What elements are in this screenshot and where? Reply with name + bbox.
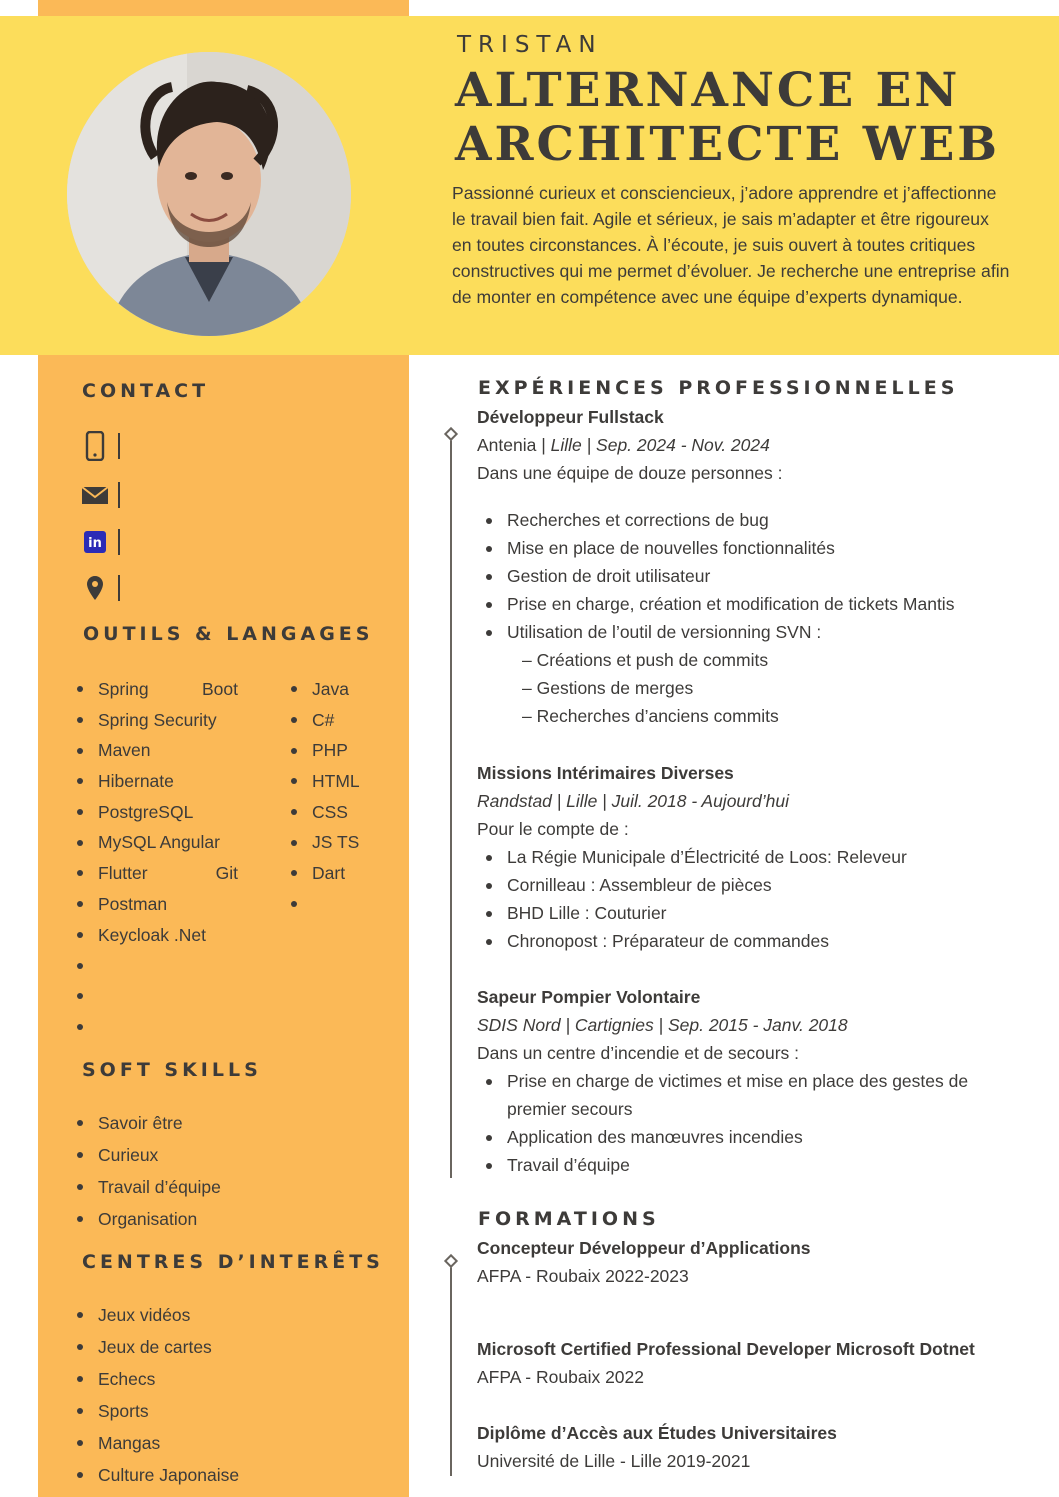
list-item: Cornilleau : Assembleur de pièces (477, 871, 907, 899)
job-meta: SDIS Nord | Cartignies | Sep. 2015 - Janv. 2018 (477, 1015, 848, 1035)
job-company: Antenia (477, 435, 537, 455)
list-item: Flutter Git (76, 858, 246, 889)
list-item: Utilisation de l’outil de versionning SVN : (477, 618, 954, 646)
job-meta: Antenia | Lille | Sep. 2024 - Nov. 2024 (477, 435, 770, 455)
sub-list-item: – Créations et push de commits (522, 650, 769, 670)
list-item: Curieux (76, 1139, 376, 1171)
list-item (290, 889, 390, 920)
list-item: PostgreSQL (76, 797, 246, 828)
list-item: Mangas (76, 1427, 376, 1459)
timeline-marker (444, 427, 458, 441)
interests-title: CENTRES D’INTERÊTS (82, 1251, 384, 1273)
list-item: Jeux vidéos (76, 1299, 376, 1331)
list-item: Gestion de droit utilisateur (477, 562, 954, 590)
list-item: C# (290, 705, 390, 736)
list-item: Keycloak .Net (76, 920, 246, 951)
profile-summary: Passionné curieux et consciencieux, j’adore apprendre et j’affectionne le travail bien fait. Agile et sérieux, je sais m’adapter et être rigoureux en toutes circonstances. À l’écoute, je suis ouvert à toutes critiques constructives qui me permet d’évoluer. Je recherche une entreprise afin de monter en compétence avec une équipe d’experts dynamique. (452, 183, 1010, 307)
location-icon (80, 573, 110, 603)
degree-title: Microsoft Certified Professional Developer Microsoft Dotnet (477, 1339, 975, 1359)
contact-linkedin (80, 524, 120, 560)
education-title: FORMATIONS (478, 1208, 660, 1230)
sub-list-item: – Gestions de merges (522, 678, 694, 698)
list-item: Prise en charge, création et modification de tickets Mantis (477, 590, 954, 618)
list-item: Dart (290, 858, 390, 889)
experience-title: EXPÉRIENCES PROFESSIONNELLES (478, 377, 959, 399)
job-place-dates: Lille | Sep. 2024 - Nov. 2024 (550, 435, 770, 455)
tools-list-col2 (290, 674, 390, 920)
contact-separator (118, 575, 120, 601)
job-role: Missions Intérimaires Diverses (477, 763, 734, 783)
interests-list (76, 1299, 376, 1491)
job-intro: Dans un centre d’incendie et de secours : (477, 1043, 799, 1063)
contact-email (80, 477, 120, 513)
svg-text:in: in (88, 536, 102, 551)
list-item (76, 950, 246, 981)
list-item: CSS (290, 797, 390, 828)
contact-phone (80, 428, 120, 464)
list-item: Java (290, 674, 390, 705)
list-item: Spring Security (76, 705, 246, 736)
list-item: Maven (76, 735, 246, 766)
contact-separator (118, 433, 120, 459)
degree-school: AFPA - Roubaix 2022 (477, 1367, 644, 1387)
list-item: Hibernate (76, 766, 246, 797)
job-title-line2: ARCHITECTE WEB (455, 117, 1001, 172)
timeline-marker (444, 1254, 458, 1268)
list-item: Chronopost : Préparateur de commandes (477, 927, 907, 955)
list-item: Recherches et corrections de bug (477, 506, 954, 534)
list-item: Postman (76, 889, 246, 920)
job-intro: Pour le compte de : (477, 819, 629, 839)
experience-timeline (450, 436, 452, 1178)
job-role: Sapeur Pompier Volontaire (477, 987, 701, 1007)
list-item: Mise en place de nouvelles fonctionnalités (477, 534, 954, 562)
list-item: BHD Lille : Couturier (477, 899, 907, 927)
degree-title: Concepteur Développeur d’Applications (477, 1238, 811, 1258)
job-bullets (477, 843, 907, 955)
job-bullets (477, 506, 954, 730)
contact-separator (118, 529, 120, 555)
first-name: TRISTAN (457, 32, 603, 58)
contact-separator (118, 482, 120, 508)
tools-title: OUTILS & LANGAGES (83, 623, 374, 645)
job-intro: Dans une équipe de douze personnes : (477, 463, 783, 483)
soft-skills-title: SOFT SKILLS (82, 1059, 262, 1081)
list-item: Echecs (76, 1363, 376, 1395)
degree-school: Université de Lille - Lille 2019-2021 (477, 1451, 751, 1471)
profile-photo (67, 52, 351, 336)
list-item: Culture Japonaise (76, 1459, 376, 1491)
job-bullets (477, 1067, 1017, 1179)
phone-icon (80, 431, 110, 461)
list-item: HTML (290, 766, 390, 797)
education-timeline (450, 1262, 452, 1476)
linkedin-icon (80, 527, 110, 557)
list-item: Savoir être (76, 1107, 376, 1139)
degree-title: Diplôme d’Accès aux Études Universitaires (477, 1423, 837, 1443)
sub-list-item: – Recherches d’anciens commits (522, 706, 779, 726)
list-item (76, 981, 246, 1012)
job-title-line1: ALTERNANCE EN (455, 63, 961, 118)
list-item: JS TS (290, 827, 390, 858)
job-title (455, 64, 1000, 172)
list-item: Sports (76, 1395, 376, 1427)
list-item: PHP (290, 735, 390, 766)
list-item: Organisation (76, 1203, 376, 1235)
list-item: La Régie Municipale d’Électricité de Loos: Releveur (477, 843, 907, 871)
contact-title: CONTACT (82, 380, 210, 402)
email-icon (80, 480, 110, 510)
list-item: Prise en charge de victimes et mise en place des gestes de premier secours (477, 1067, 1017, 1123)
contact-location (80, 570, 120, 606)
tools-list-col1 (76, 674, 246, 1042)
job-meta: Randstad | Lille | Juil. 2018 - Aujourd’hui (477, 791, 789, 811)
list-item: Application des manœuvres incendies (477, 1123, 1017, 1151)
list-item: Jeux de cartes (76, 1331, 376, 1363)
list-item (76, 1012, 246, 1043)
list-item: MySQL Angular (76, 827, 246, 858)
degree-school: AFPA - Roubaix 2022-2023 (477, 1266, 689, 1286)
list-item: Travail d’équipe (477, 1151, 1017, 1179)
job-role: Développeur Fullstack (477, 407, 664, 427)
list-item: Spring Boot (76, 674, 246, 705)
list-item: Travail d’équipe (76, 1171, 376, 1203)
soft-skills-list (76, 1107, 376, 1235)
